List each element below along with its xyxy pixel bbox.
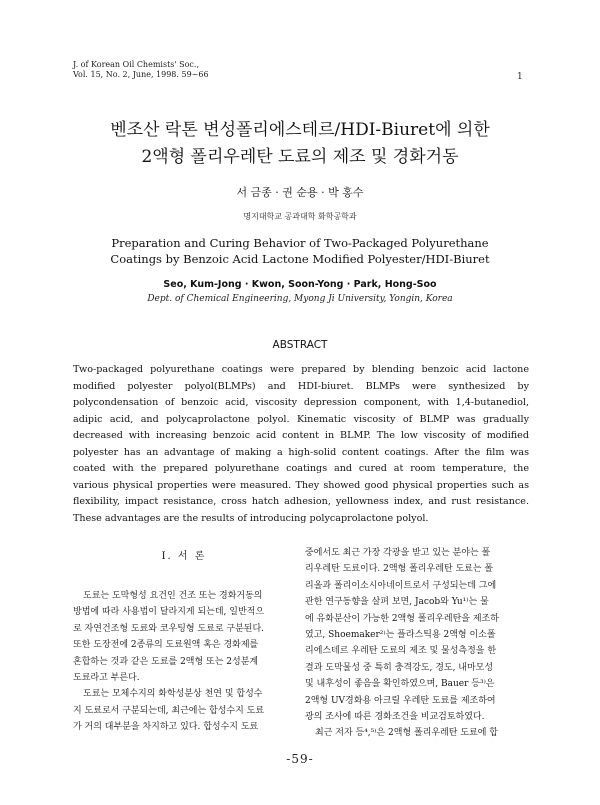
abstract-line: coated with the prepared polyurethane coatings and cured at room temperature, the [73, 463, 529, 474]
body-line: 혼합하는 것과 같은 도료를 2액형 또는 2성분계 [73, 656, 259, 667]
body-line: 도료는 모체수지의 화학성분상 천연 및 합성수 [83, 689, 263, 700]
journal-name: J. of Korean Oil Chemists' Soc., [73, 60, 199, 69]
abstract-body [73, 362, 529, 527]
abstract-line: flexibility, impact resistance, cross hatch adhesion, yellowness index, and rust resistance. [73, 496, 529, 507]
abstract-line: polycondensation of benzoic acid, viscosity depression component, with 1,4-butanediol, [73, 397, 529, 408]
authors-english: Seo, Kum-Jong · Kwon, Soon-Yong · Park, Hong-Soo [163, 279, 437, 290]
body-line: 가 거의 대부분을 차지하고 있다. 합성수지 도료 [73, 722, 259, 733]
body-line: 및 내후성이 좋음을 확인하였으며, Bauer 등³⁾은 [305, 679, 495, 690]
title-english-line-1: Preparation and Curing Behavior of Two-Packaged Polyurethane [111, 236, 489, 250]
body-line: 도료는 도막형성 요건인 건조 또는 경화거동의 [83, 591, 263, 601]
body-line: 리에스테르 우레탄 도료의 제조 및 물성측정을 한 [305, 646, 497, 657]
body-line: 또한 도장전에 2종류의 도료원액 혹은 경화제를 [73, 640, 259, 651]
abstract-line: decreased with increasing benzoic acid content in BLMP. The low viscosity of modified [73, 430, 529, 441]
page-number: 1 [517, 72, 523, 82]
abstract-heading: ABSTRACT [272, 339, 328, 351]
authors-korean: 서 금종 · 권 순용 · 박 홍수 [236, 186, 364, 199]
title-english-line-2: Coatings by Benzoic Acid Lactone Modified Polyester/HDI-Biuret [110, 252, 490, 266]
body-line: 였고, Shoemaker²⁾는 플라스틱용 2액형 이소폴 [305, 630, 496, 641]
title-korean-line-2: 2액형 폴리우레탄 도료의 제조 및 경화거동 [141, 147, 459, 167]
affiliation-english: Dept. of Chemical Engineering, Myong Ji University, Yongin, Korea [147, 294, 453, 304]
body-line: 광의 조사에 따른 경화조건을 비교검토하였다. [305, 712, 485, 723]
footer-page-number: -59- [286, 752, 314, 766]
abstract-line: modified polyester polyol(BLMPs) and HDI-biuret. BLMPs were synthesized by [73, 380, 529, 392]
body-line: 2액형 UV경화용 아크릴 우레탄 도료를 제조하여 [305, 695, 496, 706]
body-line: 관한 연구동향을 살펴 보면, Jacob와 Yu¹⁾는 물 [305, 597, 489, 608]
body-column-right [305, 545, 529, 742]
abstract-line: These advantages are the results of introducing polycaprolactone polyol. [73, 512, 429, 524]
abstract-line: various physical properties were measured. They showed good physical properties such as [73, 479, 529, 491]
affiliation-korean: 명지대학교 공과대학 화학공학과 [243, 212, 357, 221]
section-heading-introduction: Ⅰ. 서 론 [161, 551, 207, 562]
journal-citation [73, 60, 209, 80]
abstract-line: adipic acid, and polycaprolactone polyol. Kinematic viscosity of BLMP was gradually [73, 413, 529, 425]
body-line: 결과 도막물성 중 특히 충격강도, 경도, 내마모성 [305, 662, 494, 673]
abstract-line: Two-packaged polyurethane coatings were prepared by blending benzoic acid lactone [73, 364, 529, 375]
body-line: 도료라고 부른다. [73, 673, 140, 684]
body-line: 리올과 폴리이소시아네이트로서 구성되는데 그에 [305, 580, 497, 591]
body-line: 리우레탄 도료이다. 2액형 폴리우레탄 도료는 폴 [305, 564, 494, 575]
title-korean-line-1: 벤조산 락톤 변성폴리에스테르/HDI-Biuret에 의한 [110, 120, 490, 140]
title-korean [60, 117, 540, 171]
body-line: 최근 저자 등⁴,⁵⁾은 2액형 폴리우레탄 도료에 합 [315, 728, 498, 739]
body-line: 지 도료로서 구분되는데, 최근에는 합성수지 도료 [73, 705, 265, 716]
title-english [60, 235, 540, 267]
body-line: 중에서도 최근 가장 각광을 받고 있는 분야는 폴 [305, 548, 491, 558]
body-column-left [73, 588, 295, 736]
body-line: 에 유화분산이 가능한 2액형 폴리우레탄을 제조하 [305, 613, 499, 624]
body-line: 로 자연건조형 도료와 코우팅형 도료로 구분된다. [73, 623, 265, 634]
body-line: 방법에 따라 사용법이 달라지게 되는데, 일반적으 [73, 607, 265, 618]
journal-volume: Vol. 15, No. 2, June, 1998. 59~66 [73, 70, 209, 79]
abstract-line: polyester has an advantage of making a high-solid content coatings. After the film was [73, 446, 529, 458]
